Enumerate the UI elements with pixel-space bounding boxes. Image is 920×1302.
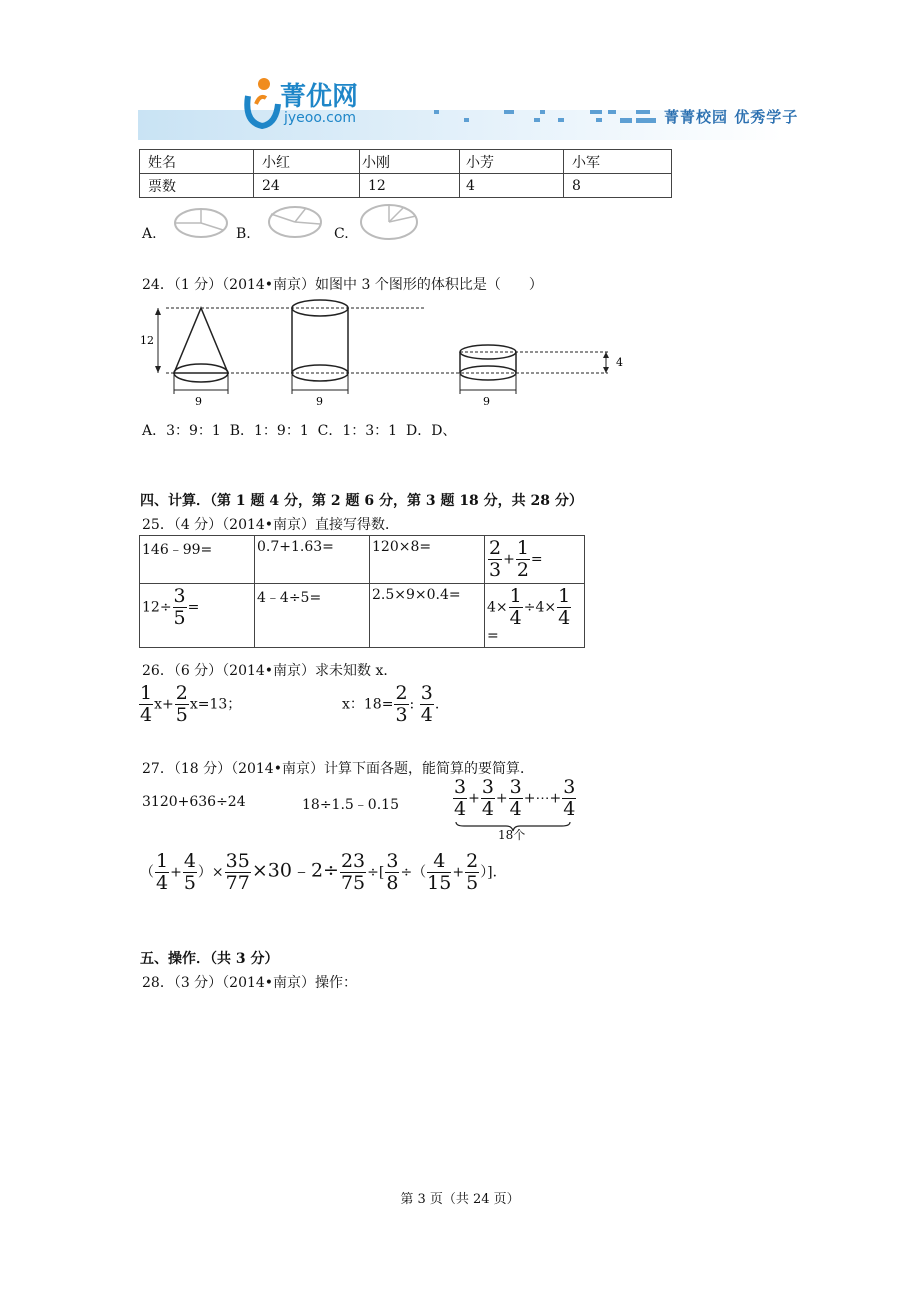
q28-text: 28．（3 分）（2014•南京）操作： (142, 975, 358, 991)
option-b: B. (236, 226, 251, 242)
table-cell: 120×8= (370, 536, 485, 584)
table-cell: 小红 (254, 150, 360, 174)
q24-figure (136, 298, 636, 410)
table-row (140, 584, 585, 648)
table-cell: 0.7+1.63= (255, 536, 370, 584)
logo-cn: 菁优网 (280, 82, 359, 112)
section5-title: 五、操作．（共 3 分） (140, 951, 279, 967)
q24-text: 24．（1 分）（2014•南京）如图中 3 个图形的体积比是（ ） (142, 277, 543, 293)
table-cell: 12 (360, 174, 460, 198)
q25-text: 25．（4 分）（2014•南京）直接写得数． (142, 517, 400, 533)
q27-long-expression: （ $\frac{1}{4}$ + $\frac{4}{5}$ ）× $\frac{35}{77}$ ×30﹣2÷ $\frac{23}{75}$ ÷[ $\frac{3}{8}$ ÷（ $\frac{4}{15}$ + $\frac{2}{5}$ ）]． (140, 850, 507, 894)
table-row (140, 150, 672, 174)
table-cell: 8 (564, 174, 672, 198)
q27-e2: 18÷1.5﹣0.15 (302, 797, 399, 813)
label-diam-short: 9 (483, 395, 490, 408)
q26-text: 26．（6 分）（2014•南京）求未知数 x． (142, 663, 398, 679)
q27-e1: 3120+636÷24 (142, 794, 246, 810)
slogan: 菁菁校园 优秀学子 (664, 108, 799, 126)
q27-e3: $\frac{3}{4}$ + $\frac{3}{4}$ + $\frac{3}{4}$ +⋯+ $\frac{3}{4}$ (454, 776, 576, 820)
pie-chart-a (172, 206, 230, 240)
table-cell: 姓名 (140, 150, 254, 174)
table-cell: 4﹣4÷5= (255, 584, 370, 648)
q25-table (139, 535, 585, 648)
label-diam-cyl: 9 (316, 395, 323, 408)
q27-text: 27．（18 分）（2014•南京）计算下面各题，能简算的要简算． (142, 761, 534, 777)
table-cell: 4 (460, 174, 564, 198)
table-cell: 4× $\frac{1}{4}$ ÷4× $\frac{1}{4}$ = (485, 584, 585, 648)
table-cell: $\frac{2}{3}$ + $\frac{1}{2}$ = (485, 536, 585, 584)
pie-chart-c (358, 202, 420, 242)
table-cell: 146﹣99= (140, 536, 255, 584)
q24-options: A．3：9：1 B．1：9：1 C．1：3：1 D．D、 (142, 423, 457, 439)
option-a: A. (142, 226, 157, 242)
logo (238, 74, 388, 134)
header-dots (430, 108, 660, 126)
table-row (140, 536, 585, 584)
label-height-12: 12 (140, 334, 154, 347)
table-cell: 12÷ $\frac{3}{5}$ = (140, 584, 255, 648)
table-cell: 票数 (140, 174, 254, 198)
label-height-4: 4 (616, 356, 623, 369)
table-row (140, 174, 672, 198)
section4-title: 四、计算．（第 1 题 4 分，第 2 题 6 分，第 3 题 18 分，共 28 分） (140, 493, 583, 509)
label-diam-cone: 9 (195, 395, 202, 408)
table-cell: 小刚 (360, 150, 460, 174)
logo-en: jyeoo.com (284, 110, 357, 126)
q26-eq1: $\frac{1}{4}$ x+ $\frac{2}{5}$ x=13； (140, 682, 242, 726)
table-cell: 24 (254, 174, 360, 198)
brace-label: 18个 (498, 828, 526, 842)
table-cell: 小芳 (460, 150, 564, 174)
vote-table (139, 149, 672, 198)
pie-chart-b (266, 204, 324, 240)
option-c: C. (334, 226, 349, 242)
table-cell: 小军 (564, 150, 672, 174)
q26-eq2: x：18= $\frac{2}{3}$ : $\frac{3}{4}$ . (342, 682, 440, 726)
logo-icon (238, 74, 282, 134)
page-footer: 第 3 页（共 24 页） (400, 1192, 520, 1207)
table-cell: 2.5×9×0.4= (370, 584, 485, 648)
